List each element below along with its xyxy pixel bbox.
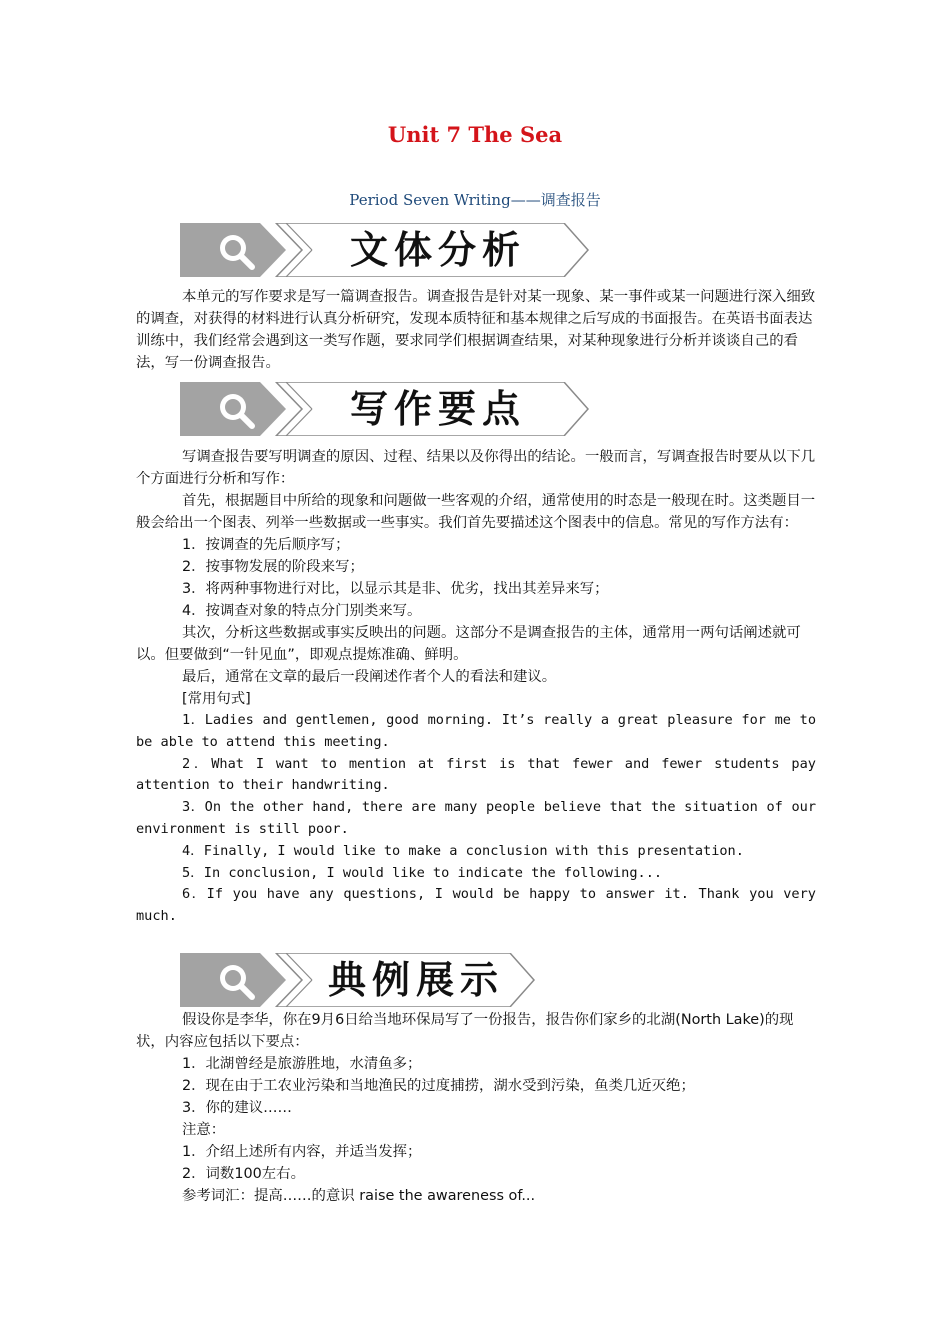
example-item: 2．现在由于工农业污染和当地渔民的过度捕捞，湖水受到污染，鱼类几近灭绝； [182, 1078, 695, 1094]
example-section [136, 1009, 816, 1207]
example-item: 1．北湖曾经是旅游胜地，水清鱼多； [182, 1056, 422, 1072]
unit-title: Unit 7 The Sea [387, 122, 563, 147]
vocab-hint: 参考词汇：提高……的意识 raise the awareness of... [182, 1188, 536, 1204]
note-item: 2．词数100左右。 [182, 1166, 305, 1182]
points-last: 最后，通常在文章的最后一段阐述作者个人的看法和建议。 [182, 669, 557, 685]
writing-points-section [136, 446, 816, 928]
section-banner-genre-analysis [180, 223, 590, 277]
period-subtitle: Period Seven Writing——调查报告 [349, 191, 601, 209]
sentence-item: 4．Finally, I would like to make a conclusion with this presentation. [182, 842, 744, 859]
method-item: 4．按调查对象的特点分门别类来写。 [182, 603, 422, 619]
section-heading: 文体分析 [350, 228, 527, 272]
analysis-section [136, 286, 816, 374]
sentence-item: 2．What I want to mention at first is that fewer and fewer students pay attention to their handwriting. [136, 755, 816, 794]
sentence-item: 5．In conclusion, I would like to indicate the following... [182, 864, 663, 881]
sentence-item: 1．Ladies and gentlemen, good morning. It’s really a great pleasure for me to be able to attend this meeting. [136, 712, 816, 750]
method-item: 2．按事物发展的阶段来写； [182, 559, 364, 575]
note-item: 1．介绍上述所有内容，并适当发挥； [182, 1144, 422, 1160]
section-heading: 典例展示 [328, 958, 505, 1002]
section-banner-example [180, 953, 590, 1007]
points-second: 其次，分析这些数据或事实反映出的问题。这部分不是调查报告的主体，通常用一两句话阐述就可以。但要做到“一针见血”，即观点提炼准确、鲜明。 [136, 625, 801, 663]
section-banner-writing-points [180, 382, 590, 436]
example-prompt: 假设你是李华，你在9月6日给当地环保局写了一份报告，报告你们家乡的北湖(North Lake)的现状，内容应包括以下要点： [136, 1012, 794, 1050]
method-item: 1．按调查的先后顺序写； [182, 537, 350, 553]
method-item: 3．将两种事物进行对比，以显示其是非、优劣，找出其差异来写； [182, 581, 609, 597]
analysis-paragraph: 本单元的写作要求是写一篇调查报告。调查报告是针对某一现象、某一事件或某一问题进行深入细致的调查，对获得的材料进行认真分析研究，发现本质特征和基本规律之后写成的书面报告。在英语书面表达训练中，我们经常会遇到这一类写作题，要求同学们根据调查结果，对某种现象进行分析并谈谈自己的看法，写一份调查报告。 [136, 289, 816, 371]
note-label: 注意： [182, 1122, 226, 1138]
points-intro: 写调查报告要写明调查的原因、过程、结果以及你得出的结论。一般而言，写调查报告时要从以下几个方面进行分析和写作： [136, 449, 816, 487]
section-heading: 写作要点 [350, 387, 527, 431]
common-sentences-label: [常用句式] [182, 691, 251, 707]
points-first: 首先，根据题目中所给的现象和问题做一些客观的介绍，通常使用的时态是一般现在时。这类题目一般会给出一个图表、列举一些数据或一些事实。我们首先要描述这个图表中的信息。常见的写作方法有： [136, 493, 816, 531]
example-item: 3．你的建议…… [182, 1100, 292, 1116]
sentence-item: 3．On the other hand, there are many people believe that the situation of our environment is still poor. [136, 799, 816, 837]
sentence-item: 6．If you have any questions, I would be happy to answer it. Thank you very much. [136, 886, 816, 925]
